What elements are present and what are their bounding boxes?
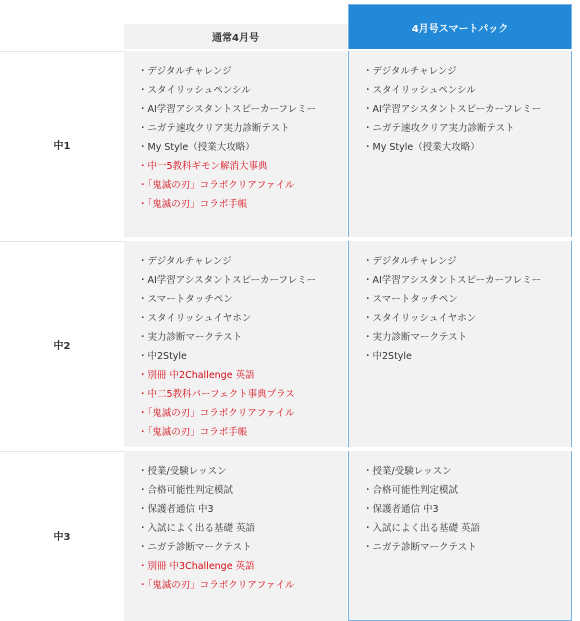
row-1-normal-cell: [124, 51, 347, 237]
list-item: ・My Style（授業大攻略）: [363, 142, 480, 153]
list-item: ・AI学習アシスタントスピーカーフレミー: [138, 275, 317, 286]
row-2-normal-cell: [124, 241, 347, 447]
list-item: ・合格可能性判定模試: [138, 485, 234, 496]
list-item: ・スタイリッシュイヤホン: [138, 313, 252, 324]
list-item: ・入試によく出る基礎 英語: [138, 523, 256, 534]
list-item: ・中2Style: [363, 351, 412, 362]
list-item: ・スタイリッシュペンシル: [363, 85, 476, 96]
column-header-normal: 通常4月号: [124, 24, 347, 49]
list-item: ・My Style（授業大攻略）: [138, 142, 255, 153]
list-item: ・AI学習アシスタントスピーカーフレミー: [138, 104, 317, 115]
list-item: ・授業/受験レッスン: [138, 466, 227, 477]
list-item: ・スマートタッチペン: [138, 294, 233, 305]
list-item: ・デジタルチャレンジ: [363, 66, 457, 77]
list-item: ・デジタルチャレンジ: [138, 256, 232, 267]
list-item: ・別冊 中2Challenge 英語: [138, 370, 255, 381]
list-item: ・AI学習アシスタントスピーカーフレミー: [363, 104, 542, 115]
row-3-smart-cell: [348, 451, 572, 621]
list-item: ・デジタルチャレンジ: [363, 256, 457, 267]
column-header-smart-pack: 4月号スマートパック: [348, 4, 572, 49]
row-2-smart-cell: [348, 241, 572, 447]
row-1-smart-cell: [348, 51, 572, 237]
list-item: ・「鬼滅の刃」コラボ手帳: [138, 199, 248, 210]
list-item: ・ニガテ診断マークテスト: [138, 542, 252, 553]
list-item: ・デジタルチャレンジ: [138, 66, 232, 77]
list-item: ・中一5教科ギモン解消大事典: [138, 161, 268, 172]
list-item: ・中2Style: [138, 351, 187, 362]
list-item: ・スマートタッチペン: [363, 294, 458, 305]
list-item: ・スタイリッシュペンシル: [138, 85, 251, 96]
list-item: ・授業/受験レッスン: [363, 466, 452, 477]
list-item: ・保護者通信 中3: [138, 504, 214, 515]
row-3-normal-cell: [124, 451, 347, 621]
list-item: ・保護者通信 中3: [363, 504, 439, 515]
grade-label: 中3: [53, 531, 71, 543]
list-item: ・実力診断マークテスト: [138, 332, 243, 343]
list-item: ・ニガテ速攻クリア実力診断テスト: [363, 123, 515, 134]
list-item: ・中二5教科パーフェクト事典プラス: [138, 389, 295, 400]
list-item: ・「鬼滅の刃」コラボクリアファイル: [138, 580, 295, 591]
list-item: ・「鬼滅の刃」コラボ手帳: [138, 427, 248, 438]
list-item: ・合格可能性判定模試: [363, 485, 459, 496]
list-item: ・「鬼滅の刃」コラボクリアファイル: [138, 180, 295, 191]
list-item: ・ニガテ診断マークテスト: [363, 542, 477, 553]
list-item: ・「鬼滅の刃」コラボクリアファイル: [138, 408, 295, 419]
list-item: ・別冊 中3Challenge 英語: [138, 561, 255, 572]
list-item: ・スタイリッシュイヤホン: [363, 313, 477, 324]
list-item: ・実力診断マークテスト: [363, 332, 468, 343]
list-item: ・入試によく出る基礎 英語: [363, 523, 481, 534]
list-item: ・ニガテ速攻クリア実力診断テスト: [138, 123, 290, 134]
list-item: ・AI学習アシスタントスピーカーフレミー: [363, 275, 542, 286]
grade-label: 中1: [53, 140, 71, 152]
grade-label: 中2: [53, 340, 71, 352]
